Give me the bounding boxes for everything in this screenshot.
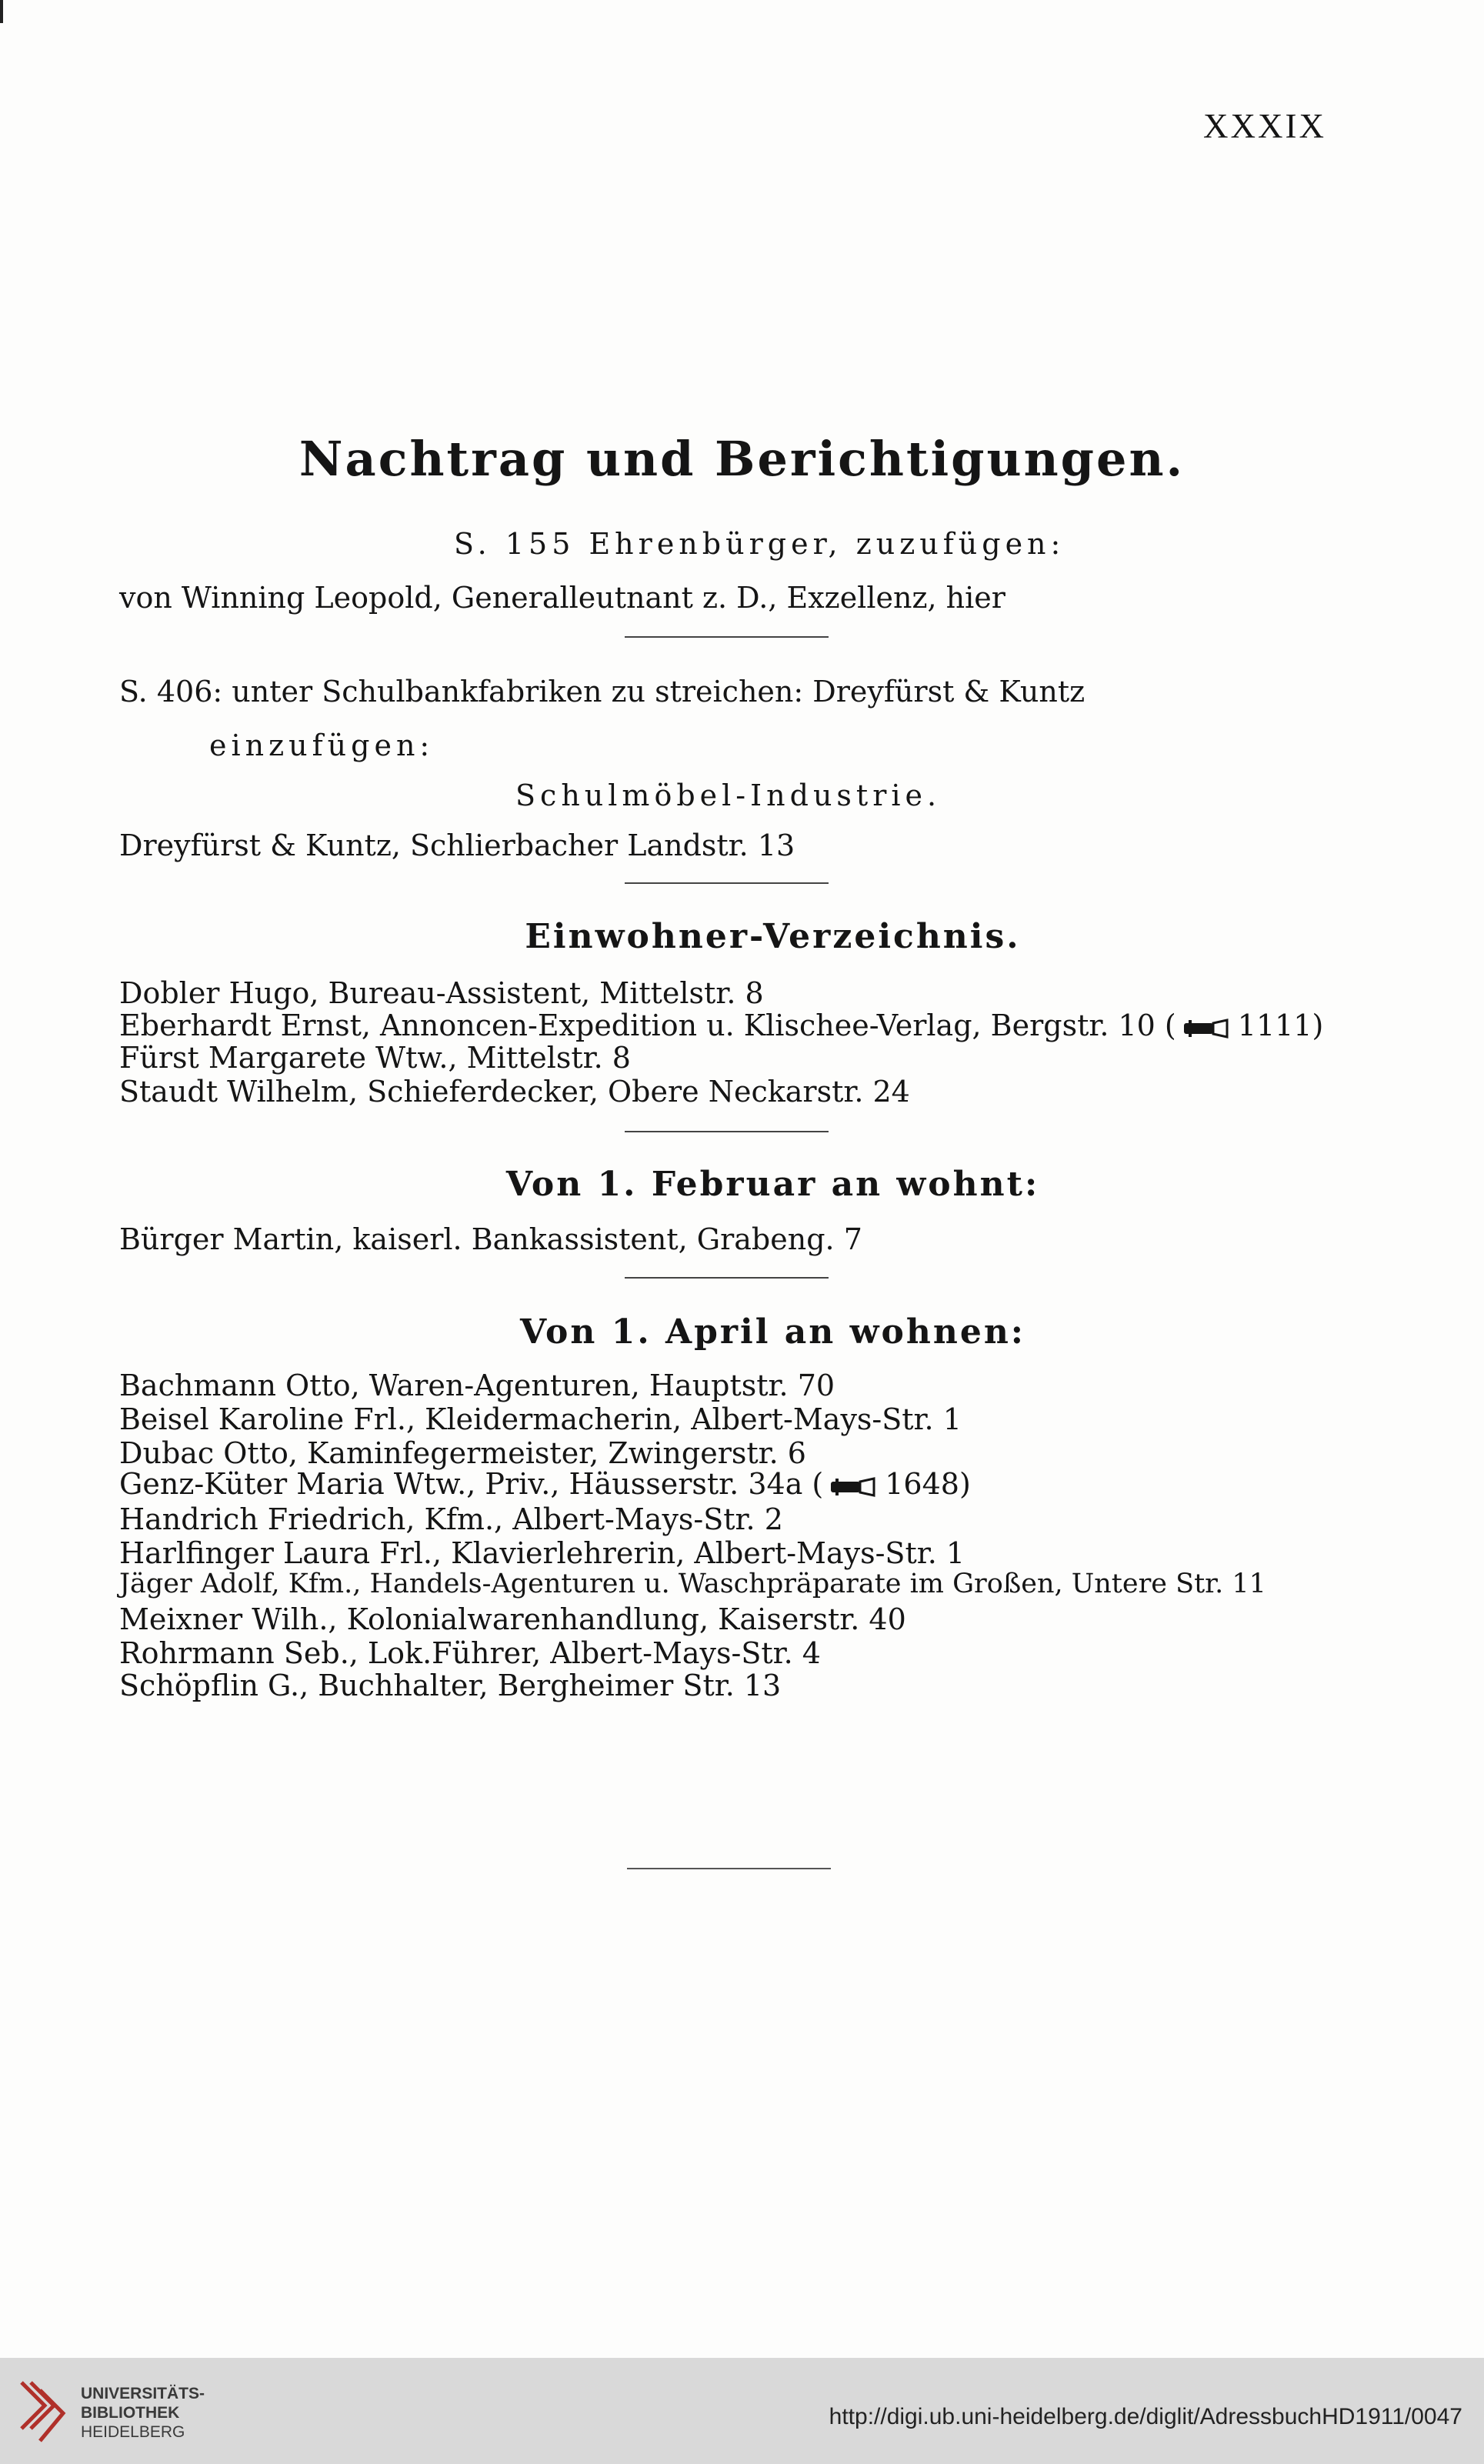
s406-heading: S. 406: unter Schulbankfabriken zu streichen: Dreyfürst & Kuntz [119, 675, 1085, 709]
s406-category: Schulmöbel-Industrie. [515, 779, 942, 812]
list-item-text: Genz-Küter Maria Wtw., Priv., Häusserstr. 34a ( [119, 1467, 824, 1501]
telephone-icon [829, 1477, 879, 1497]
februar-entry: Bürger Martin, kaiserl. Bankassistent, Grabeng. 7 [119, 1222, 862, 1256]
list-item [119, 1469, 971, 1499]
telephone-number: 1111) [1237, 1009, 1324, 1042]
divider [625, 1277, 829, 1279]
list-item: Fürst Margarete Wtw., Mittelstr. 8 [119, 1041, 631, 1075]
source-url-link[interactable]: http://digi.ub.uni-heidelberg.de/diglit/AdressbuchHD1911/0047 [829, 2404, 1462, 2429]
telephone-icon [1182, 1019, 1232, 1039]
page-number: XXXIX [1203, 107, 1326, 145]
end-divider [627, 1868, 831, 1869]
s406-entry: Dreyfürst & Kuntz, Schlierbacher Landstr. 13 [119, 829, 795, 862]
list-item: Staudt Wilhelm, Schieferdecker, Obere Neckarstr. 24 [119, 1075, 910, 1109]
april-heading: Von 1. April an wohnen: [519, 1312, 1026, 1352]
scan-edge-mark [0, 0, 3, 23]
list-item: Dobler Hugo, Bureau-Assistent, Mittelstr. 8 [119, 976, 764, 1010]
logo-line: HEIDELBERG [81, 2423, 185, 2441]
divider [625, 636, 829, 638]
s406-subheading: einzufügen: [209, 729, 435, 762]
list-item: Harlfinger Laura Frl., Klavierlehrerin, Albert-Mays-Str. 1 [119, 1536, 965, 1570]
list-item: Schöpflin G., Buchhalter, Bergheimer Str. 13 [119, 1669, 782, 1702]
page-title: Nachtrag und Berichtigungen. [298, 431, 1186, 487]
list-item: Beisel Karoline Frl., Kleidermacherin, Albert-Mays-Str. 1 [119, 1402, 962, 1436]
einwohner-heading: Einwohner-Verzeichnis. [525, 917, 1021, 956]
logo-line: BIBLIOTHEK [81, 2404, 180, 2422]
footer-bar [0, 2358, 1484, 2464]
list-item: Bachmann Otto, Waren-Agenturen, Hauptstr. 70 [119, 1369, 835, 1402]
s155-heading: S. 155 Ehrenbürger, zuzufügen: [454, 527, 1065, 561]
list-item [119, 1011, 1323, 1040]
logo-line: UNIVERSITÄTS- [81, 2385, 205, 2402]
library-logo-text [81, 2384, 205, 2442]
list-item: Rohrmann Seb., Lok.Führer, Albert-Mays-Str. 4 [119, 1636, 821, 1670]
list-item: Dubac Otto, Kaminfegermeister, Zwingerstr. 6 [119, 1436, 806, 1470]
list-item: Jäger Adolf, Kfm., Handels-Agenturen u. Waschpräparate im Großen, Untere Str. 11 [119, 1569, 1266, 1599]
februar-heading: Von 1. Februar an wohnt: [505, 1165, 1040, 1204]
list-item: Meixner Wilh., Kolonialwarenhandlung, Kaiserstr. 40 [119, 1602, 906, 1636]
divider [625, 1131, 829, 1132]
list-item-text: Eberhardt Ernst, Annoncen-Expedition u. Klischee-Verlag, Bergstr. 10 ( [119, 1009, 1176, 1042]
ub-logo-icon [14, 2375, 75, 2449]
s155-entry: von Winning Leopold, Generalleutnant z. D., Exzellenz, hier [119, 581, 1005, 615]
list-item: Handrich Friedrich, Kfm., Albert-Mays-Str. 2 [119, 1502, 783, 1536]
telephone-number: 1648) [885, 1467, 971, 1501]
divider [625, 882, 829, 884]
